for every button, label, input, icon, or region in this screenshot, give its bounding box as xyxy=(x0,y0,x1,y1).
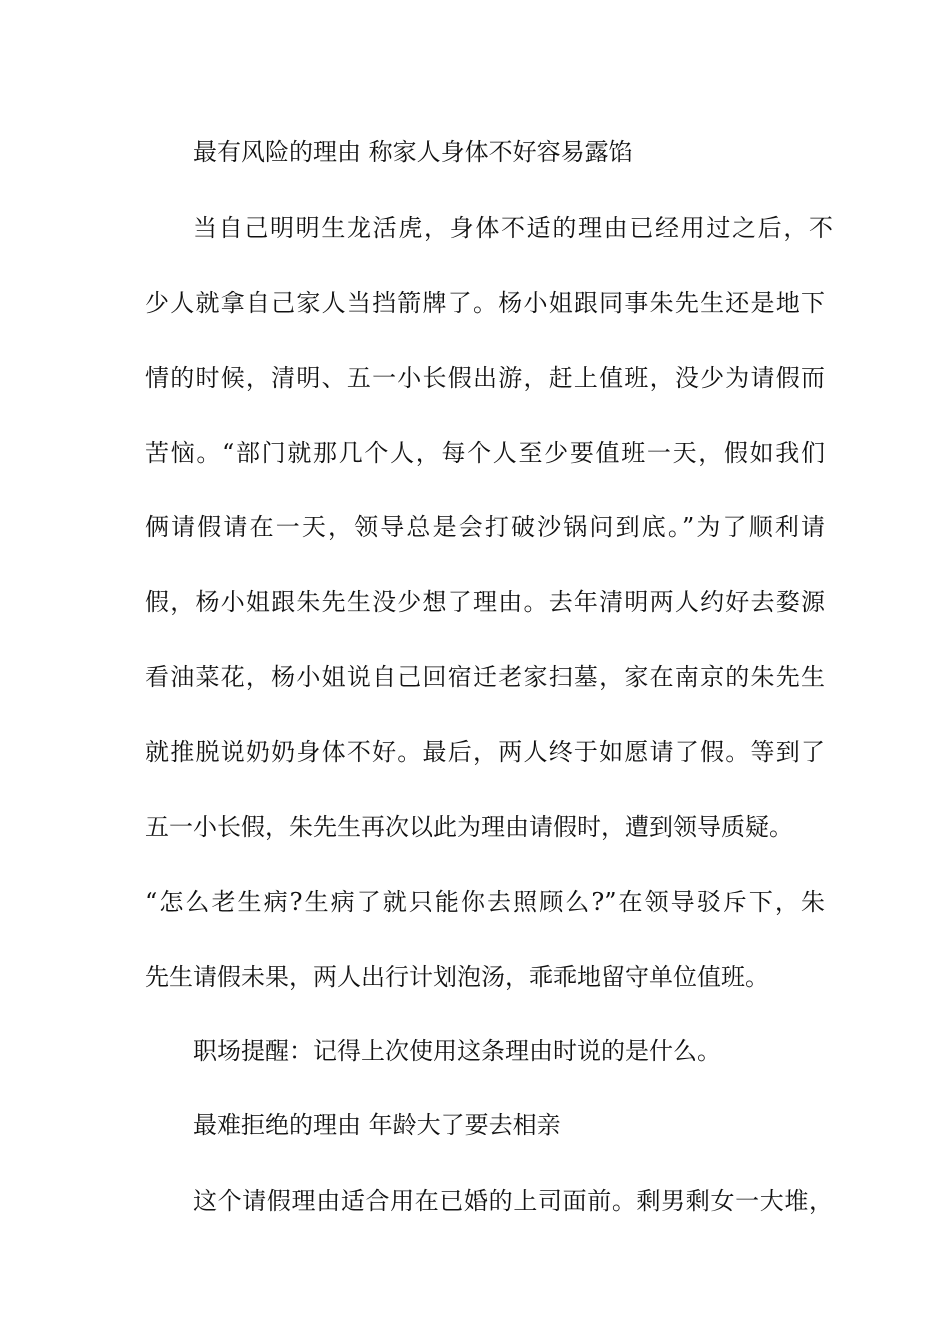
paragraph-line: 看油菜花，杨小姐说自己回宿迁老家扫墓，家在南京的朱先生 xyxy=(145,663,825,691)
paragraph-line: “怎么老生病?生病了就只能你去照顾么?”在领导驳斥下，朱 xyxy=(145,888,825,916)
paragraph-line: 先生请假未果，两人出行计划泡汤，乖乖地留守单位值班。 xyxy=(145,963,769,991)
paragraph-line: 俩请假请在一天，领导总是会打破沙锅问到底。”为了顺利请 xyxy=(145,513,825,541)
paragraph-line: 假，杨小姐跟朱先生没少想了理由。去年清明两人约好去婺源 xyxy=(145,588,825,616)
paragraph-line: 情的时候，清明、五一小长假出游，赶上值班，没少为请假而 xyxy=(145,364,825,392)
paragraph-line: 就推脱说奶奶身体不好。最后，两人终于如愿请了假。等到了 xyxy=(145,738,825,766)
paragraph-line: 这个请假理由适合用在已婚的上司面前。剩男剩女一大堆， xyxy=(193,1187,833,1215)
paragraph-line: 少人就拿自己家人当挡箭牌了。杨小姐跟同事朱先生还是地下 xyxy=(145,289,825,317)
section-heading-risky-reason: 最有风险的理由 称家人身体不好容易露馅 xyxy=(193,138,633,166)
workplace-tip: 职场提醒：记得上次使用这条理由时说的是什么。 xyxy=(193,1037,721,1065)
paragraph-line: 当自己明明生龙活虎，身体不适的理由已经用过之后，不 xyxy=(193,214,833,242)
section-heading-hardest-reason: 最难拒绝的理由 年龄大了要去相亲 xyxy=(193,1111,561,1139)
paragraph-line: 苦恼。“部门就那几个人，每个人至少要值班一天，假如我们 xyxy=(145,439,825,467)
paragraph-line: 五一小长假，朱先生再次以此为理由请假时，遭到领导质疑。 xyxy=(145,813,793,841)
